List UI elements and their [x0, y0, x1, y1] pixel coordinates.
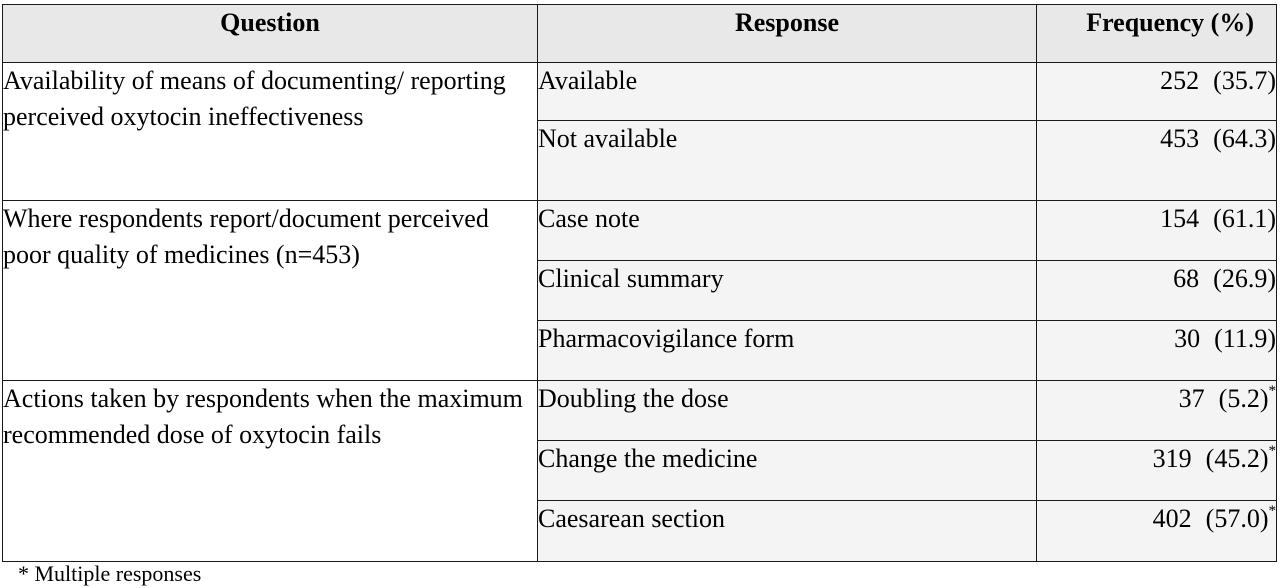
count-value: 37	[1178, 384, 1205, 413]
header-response: Response	[538, 5, 1037, 63]
table-row	[3, 201, 1277, 261]
frequency-cell	[1037, 441, 1277, 501]
count-value: 68	[1173, 264, 1200, 293]
frequency-cell	[1037, 261, 1277, 321]
percent-value: (45.2)	[1205, 444, 1269, 473]
percent-value: (61.1)	[1213, 204, 1276, 233]
count-value: 30	[1174, 324, 1201, 353]
response-cell: Not available	[538, 121, 1037, 201]
response-cell: Change the medicine	[538, 441, 1037, 501]
survey-results-table	[2, 4, 1277, 562]
frequency-cell	[1037, 321, 1277, 381]
footnote: * Multiple responses	[18, 561, 202, 586]
question-cell: Where respondents report/document perceived poor quality of medicines (n=453)	[3, 201, 538, 381]
count-value: 319	[1152, 444, 1192, 473]
percent-value: (57.0)	[1205, 504, 1269, 533]
response-cell: Doubling the dose	[538, 381, 1037, 441]
frequency-cell	[1037, 501, 1277, 562]
response-cell: Clinical summary	[538, 261, 1037, 321]
table-row	[3, 381, 1277, 441]
header-question: Question	[3, 5, 538, 63]
response-cell: Caesarean section	[538, 501, 1037, 562]
count-value: 453	[1160, 124, 1200, 153]
frequency-cell	[1037, 121, 1277, 201]
percent-value: (35.7)	[1213, 66, 1276, 95]
multiple-response-mark: *	[1268, 383, 1276, 399]
table-row	[3, 63, 1277, 121]
percent-value: (26.9)	[1213, 264, 1276, 293]
header-frequency: Frequency (%)	[1037, 5, 1277, 63]
count-value: 402	[1152, 504, 1192, 533]
response-cell: Pharmacovigilance form	[538, 321, 1037, 381]
frequency-cell	[1037, 201, 1277, 261]
response-cell: Available	[538, 63, 1037, 121]
multiple-response-mark: *	[1268, 443, 1276, 459]
header-row	[3, 5, 1277, 63]
count-value: 252	[1160, 66, 1200, 95]
response-cell: Case note	[538, 201, 1037, 261]
multiple-response-mark: *	[1268, 503, 1276, 519]
frequency-cell	[1037, 381, 1277, 441]
question-cell: Availability of means of documenting/ reporting perceived oxytocin ineffectiveness	[3, 63, 538, 201]
percent-value: (11.9)	[1214, 324, 1276, 353]
frequency-cell	[1037, 63, 1277, 121]
question-cell: Actions taken by respondents when the maximum recommended dose of oxytocin fails	[3, 381, 538, 562]
percent-value: (64.3)	[1213, 124, 1276, 153]
count-value: 154	[1160, 204, 1200, 233]
percent-value: (5.2)	[1218, 384, 1269, 413]
